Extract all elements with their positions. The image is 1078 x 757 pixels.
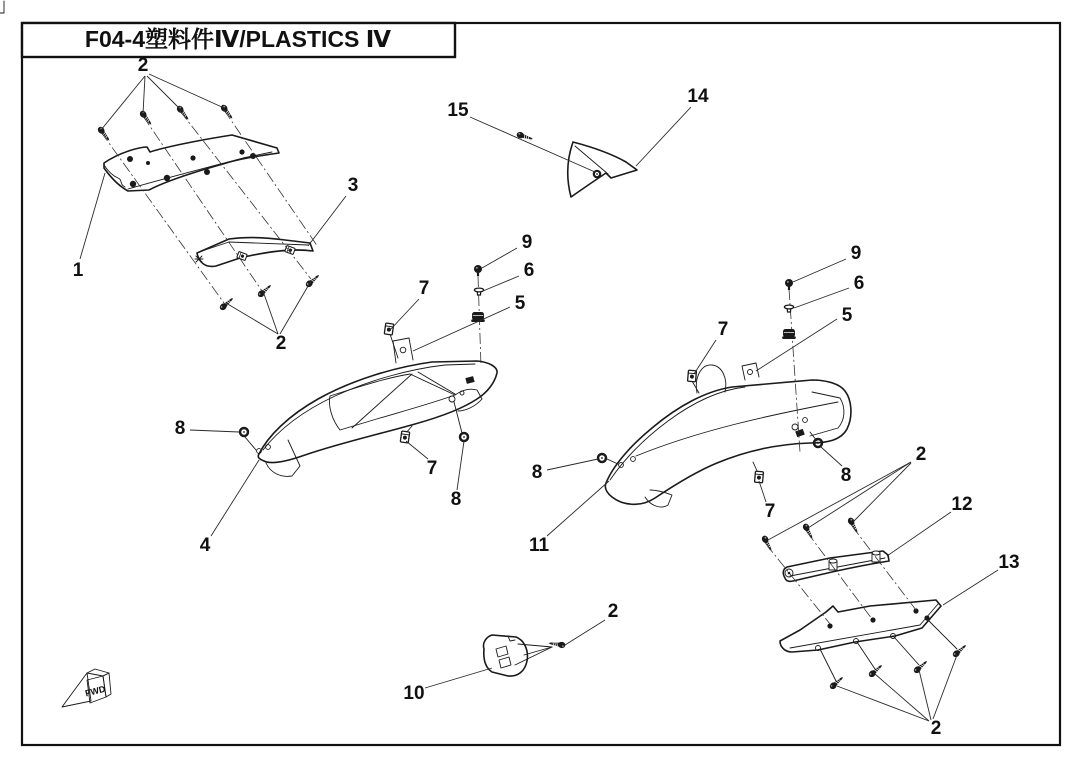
part-label-7: 7 [717,319,729,341]
part-4-panel [245,334,497,476]
callouts-layer [73,55,1020,739]
part-label-14: 14 [687,86,709,108]
part-label-8: 8 [174,418,186,440]
part-label-5: 5 [841,305,853,327]
leader-line [793,259,846,282]
part-label-7: 7 [418,278,430,300]
leader-line [413,307,510,351]
leader-line [547,459,598,470]
part-label-2: 2 [915,444,927,466]
leader-line [406,441,428,459]
assembly-axis-lines-bottomright [766,526,957,681]
part-label-7: 7 [764,501,776,523]
leader-line [694,340,716,374]
part-label-3: 3 [347,175,359,197]
part-11-panel [605,363,851,507]
leader-line [470,117,595,172]
leader-line [853,463,911,522]
leader-line [565,620,605,645]
part-label-5: 5 [514,293,526,315]
screws-2-bottomright-bottom [828,643,968,691]
leader-line [887,512,951,556]
part-13-panel [780,600,941,652]
leader-line [483,276,519,291]
screw-15 [516,131,534,142]
part-label-8: 8 [840,465,852,487]
leader-line [933,655,957,719]
part-label-10: 10 [403,683,425,705]
leader-line [636,107,691,166]
leader-line [425,668,492,688]
fwd-label: FWD [84,683,107,699]
part-label-9: 9 [521,232,533,254]
part-1-panel [104,135,279,191]
part-label-6: 6 [853,273,865,295]
part-label-2: 2 [607,601,619,623]
leader-line [768,462,911,540]
part-label-9: 9 [850,243,862,265]
drawing-border [22,23,1060,745]
leader-line [263,291,278,334]
leader-line [190,430,239,432]
leader-line [101,76,145,130]
leader-line [547,481,609,536]
part-label-15: 15 [447,100,469,122]
part-label-6: 6 [523,260,535,282]
leader-line [821,447,842,466]
part-label-11: 11 [528,535,550,557]
part-label-2: 2 [930,718,942,740]
leader-line [280,281,311,334]
leader-line [308,196,346,246]
leader-line [482,248,517,268]
leader-line [149,74,224,108]
part-3-strip [195,237,313,266]
leader-line [143,76,145,114]
leader-line [875,674,929,721]
part-label-8: 8 [450,489,462,511]
leader-line [457,441,464,490]
leader-line [919,670,931,720]
part-label-2: 2 [137,55,149,77]
part-label-13: 13 [998,552,1020,574]
part-12-strip [783,551,889,581]
leader-line [943,570,998,605]
leader-line [808,462,911,528]
part-label-2: 2 [275,333,287,355]
part-label-4: 4 [199,535,211,557]
screws-2-bottomright-top [761,517,860,553]
fasteners-right-assembly [598,279,822,483]
leader-line [211,460,259,536]
fwd-arrow [62,669,111,707]
part-label-8: 8 [531,462,543,484]
leader-line [80,173,105,259]
screws-2-top-group [96,103,234,142]
leader-line [837,686,929,721]
part-label-1: 1 [72,260,84,282]
part-label-7: 7 [426,458,438,480]
leader-line [759,481,766,502]
leader-line [756,319,837,371]
screws-2-part3-group [218,273,321,312]
corner-crop-mark [0,1,4,13]
leader-line [390,299,419,330]
leader-line [226,303,278,334]
part-14-panel [568,142,637,197]
part-10-bracket [483,635,552,676]
part-label-12: 12 [951,494,973,516]
page-title: F04-4塑料件Ⅳ/PLASTICS Ⅳ [84,26,392,52]
